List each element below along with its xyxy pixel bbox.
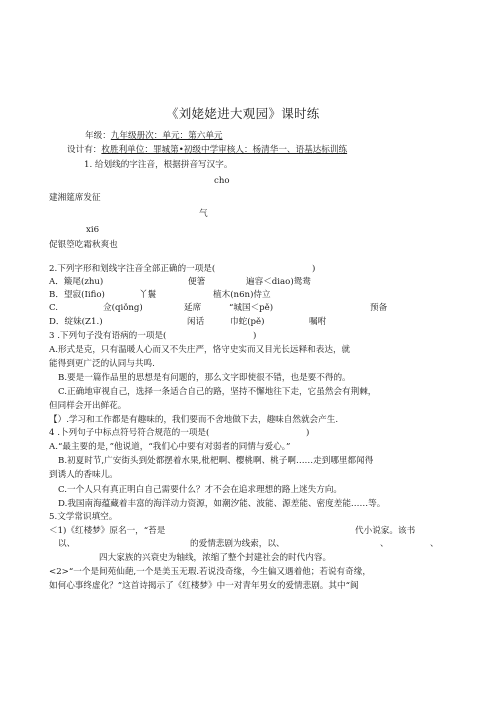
q2-option-a-3: 遍容＜diao)鸳鸯 [246,277,311,287]
q2-option-c-4: “城国＜pě) [229,303,274,313]
q5-s1-part-g: 四大家族的兴衰史为轴线，浓缩了整个封建社会的时代内容。 [99,553,332,563]
q5-s2-line1: <2>“一个是间苑仙葩,一个是美玉无瑕.若说没奇缘，今生偏又遇着他；若说有奇缘， [49,567,371,577]
q4-option-c: C.一个人只有真正明白自己需要什么？才不会在追求理想的路上迷失方向。 [58,485,343,495]
q4-stem-end: ) [306,428,310,438]
grade-value: 九年级册次：单元：第六单元 [110,131,223,141]
q2-option-d-4: 嘱咐 [309,317,327,327]
q1-stem: 1. 给划线的字注音，根据拼音写汉字。 [84,160,233,170]
q2-option-c-2: 佥(qiǒng) [103,303,143,313]
q2-option-b-3: 植木(n6n)侍立 [213,290,271,300]
q2-stem: 2.下列字形和划线字注音全部正确的一项是( [49,264,216,274]
q2-option-c-3: 延席 [184,303,202,313]
designer-value: 枚胜利单位：罪城第•初级中学审核人：杨清华一、语基达标训练 [101,145,348,155]
q1-pinyin-xi6: xi6 [86,225,100,235]
q2-option-d-3: 巾蛇(pě) [230,317,265,327]
q3-option-d: 【）.学习和工作都是有趣味的，我们要而不舍地做下去，趣味自然就会产生. [49,415,339,425]
q5-s1-part-d: 的爱情悲剧为线索，以、 [190,539,285,549]
q2-option-b-1: B．望寂(Iifio) [49,290,105,300]
q5-s1-part-a: ＜1)《红楼梦》原名一，“苔是 [49,526,166,536]
q4-stem: 4 .卜列句子中标点符号符合规范的一项是( [49,428,210,438]
q4-option-b-line2: 到诱人的香味儿。 [49,470,118,480]
q1-line-b: 促银箜吃霜秋爽也 [49,240,118,250]
q3-option-a-line2: 能得到更广泛的认同与共鸣. [49,359,155,369]
meta-line-designer [67,145,347,156]
q3-option-a-line1: A.形式是克，只有温暖人心而又不失庄严，恪守史实而又目光长远释和表达，就 [49,345,351,355]
q2-option-d-2: 闲话 [187,317,205,327]
q2-option-b-2: 丫鬟 [139,290,157,300]
q2-option-c-5: 预备 [370,303,388,313]
q5-s1-part-f: 、 [430,539,439,549]
q4-option-d: D.我国南海蕴藏着丰富的海洋动力资源，如潮汐能、波能、源差能、密度差能……等。 [58,499,386,509]
q5-s1-part-e: 、 [380,539,389,549]
q4-option-a: A.“最主要的是，”他说道，“我们心中要有对弱者的同情与爱心。” [49,442,291,452]
q3-option-c-line2: 但同样会开出鲜花。 [49,401,127,411]
q5-s1-part-c: 以、 [58,539,76,549]
q2-option-d-1: D．绽妹(Z1.) [49,317,103,327]
grade-label: 年级： [85,131,111,141]
q3-stem: 3 .下列句子没有语病的一项是( [49,331,167,341]
q1-line-a: 建湘筵席发征 [49,193,101,203]
meta-line-grade [85,131,223,142]
q1-char-qi: 气 [199,209,208,219]
q2-option-a-2: 便箸 [188,277,206,287]
q3-option-c-line1: C.正确地审视自己，选择一条适合自己的路，坚持不懈地往下走，它虽然会有荆棘， [58,387,377,397]
q2-option-c-1: C. [49,303,59,313]
q3-option-b: B.要是一篇作品里的思想是有问题的，那么文字即使很不错，也是要不得的。 [58,373,351,383]
q5-s1-part-b: 代小说家。该书 [355,526,416,536]
q4-option-b-line1: B.初夏时节,广安街头到处都摆着水果,枇杷啊、樱桃啊、桃子啊……走到哪里都闻得 [58,456,374,466]
designer-label: 设计有： [67,145,102,155]
doc-title: 《刘姥姥进大观园》课时练 [166,106,320,121]
q2-option-a-1: A．簸尾(zhu) [49,277,104,287]
q5-stem: 5.文学常识填空。 [49,512,118,522]
q1-pinyin-cho: cho [214,176,230,186]
q5-s2-line2: 如何心事终虚化？”这首诗揭示了《红楼梦》中一对青年男女的爱情悲剧。其中“阆 [49,581,359,591]
q3-stem-end: ) [253,331,257,341]
q2-stem-end: ) [312,264,316,274]
